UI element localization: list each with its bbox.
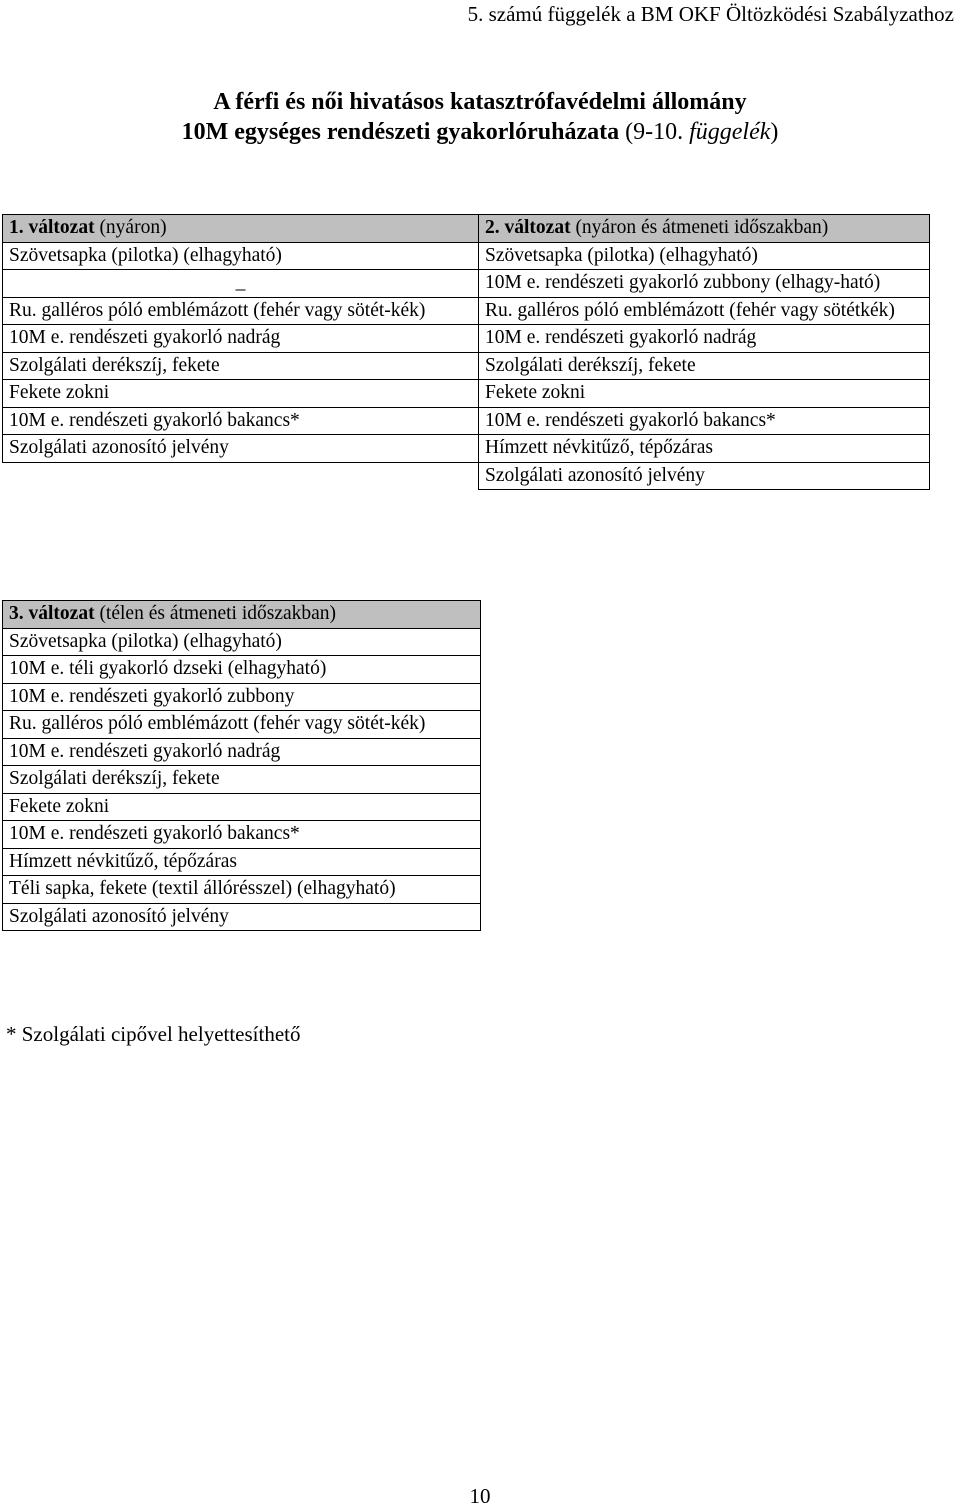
- title-paren-close: ): [770, 119, 779, 145]
- variant-2-item: Hímzett névkitűző, tépőzáras: [479, 435, 930, 463]
- variant-2-item: Szolgálati azonosító jelvény: [479, 462, 930, 490]
- variants-1-2-table: [2, 214, 930, 490]
- variant-3-item: Szolgálati azonosító jelvény: [3, 903, 481, 931]
- variant-2-item: Fekete zokni: [479, 380, 930, 408]
- table-row: [3, 462, 930, 490]
- title-line-2-main: 10M egységes rendészeti gyakorlóruházata: [181, 119, 626, 145]
- variant-1-header: [3, 215, 479, 243]
- variant-1-item: Ru. galléros póló emblémázott (fehér vagy sötét-kék): [3, 297, 479, 325]
- variant-3-number: 3. változat: [9, 603, 95, 624]
- title-line-1: A férfi és női hivatásos katasztrófavédelmi állomány: [213, 89, 747, 115]
- title-paren-open: (: [625, 119, 634, 145]
- table-row: [3, 821, 481, 849]
- appendix-header-note: 5. számú függelék a BM OKF Öltözködési Szabályzathoz: [467, 2, 954, 26]
- variant-2-header: [479, 215, 930, 243]
- table-row: [3, 876, 481, 904]
- variant-2-note: (nyáron és átmeneti időszakban): [570, 217, 829, 238]
- variant-2-item: 10M e. rendészeti gyakorló zubbony (elhagy-ható): [479, 270, 930, 298]
- table-header-row: [3, 601, 481, 629]
- variant-3-item: Fekete zokni: [3, 793, 481, 821]
- table-row: [3, 435, 930, 463]
- table-row: [3, 738, 481, 766]
- title-line-2: [0, 117, 960, 147]
- footnote: * Szolgálati cipővel helyettesíthető: [6, 1022, 301, 1046]
- variant-3-item: Ru. galléros póló emblémázott (fehér vagy sötét-kék): [3, 711, 481, 739]
- table-row: [3, 270, 930, 298]
- table-row: [3, 380, 930, 408]
- variant-1-number: 1. változat: [9, 217, 95, 238]
- variant-2-number: 2. változat: [485, 217, 571, 238]
- table-row: [3, 656, 481, 684]
- title-appendix-number: 9-10.: [633, 119, 690, 145]
- title-appendix-word: függelék: [689, 119, 771, 145]
- table-row: [3, 766, 481, 794]
- document-title: [0, 87, 960, 147]
- variant-3-item: 10M e. rendészeti gyakorló nadrág: [3, 738, 481, 766]
- table-row: [3, 793, 481, 821]
- table-row: [3, 628, 481, 656]
- variant-2-item: 10M e. rendészeti gyakorló nadrág: [479, 325, 930, 353]
- variant-3-item: Hímzett névkitűző, tépőzáras: [3, 848, 481, 876]
- table-header-row: [3, 215, 930, 243]
- variant-2-item: Ru. galléros póló emblémázott (fehér vagy sötétkék): [479, 297, 930, 325]
- table-row: [3, 325, 930, 353]
- variant-1-note: (nyáron): [94, 217, 167, 238]
- table-row: [3, 848, 481, 876]
- variant-3-header: [3, 601, 481, 629]
- variant-1-item: Szövetsapka (pilotka) (elhagyható): [3, 242, 479, 270]
- variant-2-item: 10M e. rendészeti gyakorló bakancs*: [479, 407, 930, 435]
- variant-1-item-empty: _: [3, 270, 479, 298]
- variant-3-item: 10M e. rendészeti gyakorló zubbony: [3, 683, 481, 711]
- variant-3-item: Téli sapka, fekete (textil állórésszel) (elhagyható): [3, 876, 481, 904]
- table-row: [3, 407, 930, 435]
- table-row: [3, 242, 930, 270]
- variant-3-item: 10M e. rendészeti gyakorló bakancs*: [3, 821, 481, 849]
- table-row: [3, 711, 481, 739]
- variant-3-item: 10M e. téli gyakorló dzseki (elhagyható): [3, 656, 481, 684]
- variant-3-item: Szövetsapka (pilotka) (elhagyható): [3, 628, 481, 656]
- table-row: [3, 352, 930, 380]
- variant-1-item: Szolgálati azonosító jelvény: [3, 435, 479, 463]
- variant-3-table: [2, 600, 481, 931]
- variant-1-item: 10M e. rendészeti gyakorló bakancs*: [3, 407, 479, 435]
- table-row: [3, 903, 481, 931]
- page-number: 10: [469, 1484, 491, 1508]
- variant-2-item: Szövetsapka (pilotka) (elhagyható): [479, 242, 930, 270]
- variant-1-item: 10M e. rendészeti gyakorló nadrág: [3, 325, 479, 353]
- variant-1-item: Fekete zokni: [3, 380, 479, 408]
- table-row: [3, 683, 481, 711]
- variant-1-item: Szolgálati derékszíj, fekete: [3, 352, 479, 380]
- table-row: [3, 297, 930, 325]
- variant-1-item-blank: [3, 462, 479, 490]
- variant-2-item: Szolgálati derékszíj, fekete: [479, 352, 930, 380]
- variant-3-item: Szolgálati derékszíj, fekete: [3, 766, 481, 794]
- variant-3-note: (télen és átmeneti időszakban): [94, 603, 337, 624]
